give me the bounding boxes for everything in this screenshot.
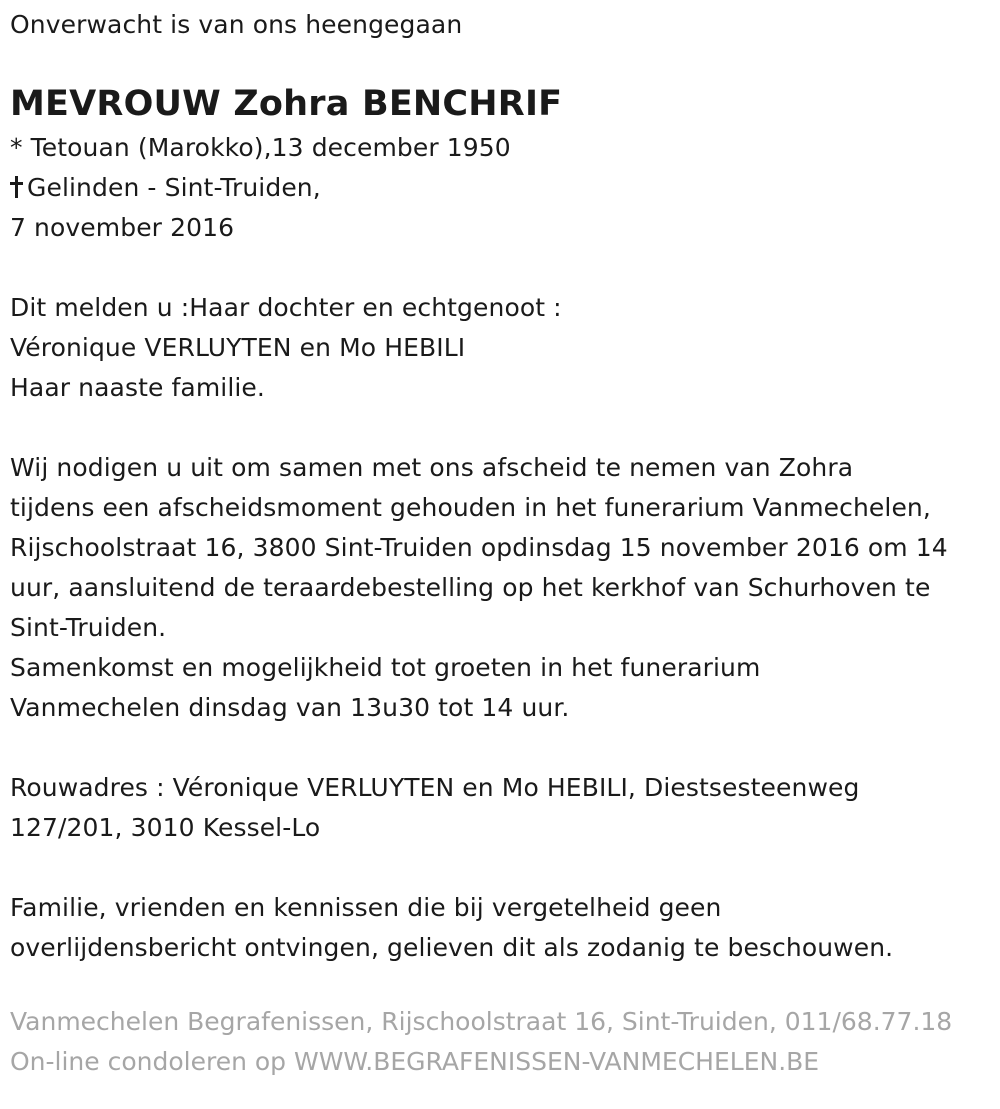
footer-company: Vanmechelen Begrafenissen, Rijschoolstraat 16, Sint-Truiden, 011/68.77.18 (10, 1007, 953, 1036)
invitation-line: Sint-Truiden. (10, 613, 167, 642)
announcer-line: Véronique VERLUYTEN en Mo HEBILI (10, 333, 466, 362)
announcer-line: Dit melden u :Haar dochter en echtgenoot : (10, 293, 562, 322)
intro-text: Onverwacht is van ons heengegaan (10, 10, 463, 39)
death-date-line: 7 november 2016 (10, 213, 235, 242)
invitation-line: Vanmechelen dinsdag van 13u30 tot 14 uur. (10, 693, 570, 722)
death-place: Gelinden - Sint-Truiden, (27, 173, 321, 202)
invitation-line: Rijschoolstraat 16, 3800 Sint-Truiden opdinsdag 15 november 2016 om 14 (10, 533, 948, 562)
spacer (10, 848, 995, 888)
address-block (10, 768, 995, 848)
invitation-line: Samenkomst en mogelijkheid tot groeten in het funerarium (10, 653, 761, 682)
invitation-line: tijdens een afscheidsmoment gehouden in het funerarium Vanmechelen, (10, 493, 931, 522)
footer (10, 1002, 995, 1082)
announcer-line: Haar naaste familie. (10, 373, 265, 402)
cross-icon (10, 175, 22, 199)
obituary-notice (10, 6, 995, 1082)
deceased-name: MEVROUW Zohra BENCHRIF (10, 84, 563, 124)
invitation-line: uur, aansluitend de teraardebestelling op het kerkhof van Schurhoven te (10, 573, 931, 602)
invitation-block (10, 448, 995, 728)
spacer (10, 728, 995, 768)
spacer (10, 248, 995, 288)
closing-line: Familie, vrienden en kennissen die bij vergetelheid geen (10, 893, 722, 922)
spacer (10, 408, 995, 448)
address-line: 127/201, 3010 Kessel-Lo (10, 813, 321, 842)
address-line: Rouwadres : Véronique VERLUYTEN en Mo HEBILI, Diestsesteenweg (10, 773, 860, 802)
footer-condolence: On-line condoleren op WWW.BEGRAFENISSEN-VANMECHELEN.BE (10, 1047, 820, 1076)
announcers-block (10, 288, 995, 408)
death-place-line (10, 168, 995, 208)
closing-line: overlijdensbericht ontvingen, gelieven dit als zodanig te beschouwen. (10, 933, 894, 962)
birth-line: * Tetouan (Marokko),13 december 1950 (10, 133, 511, 162)
invitation-line: Wij nodigen u uit om samen met ons afscheid te nemen van Zohra (10, 453, 854, 482)
closing-block (10, 888, 995, 968)
